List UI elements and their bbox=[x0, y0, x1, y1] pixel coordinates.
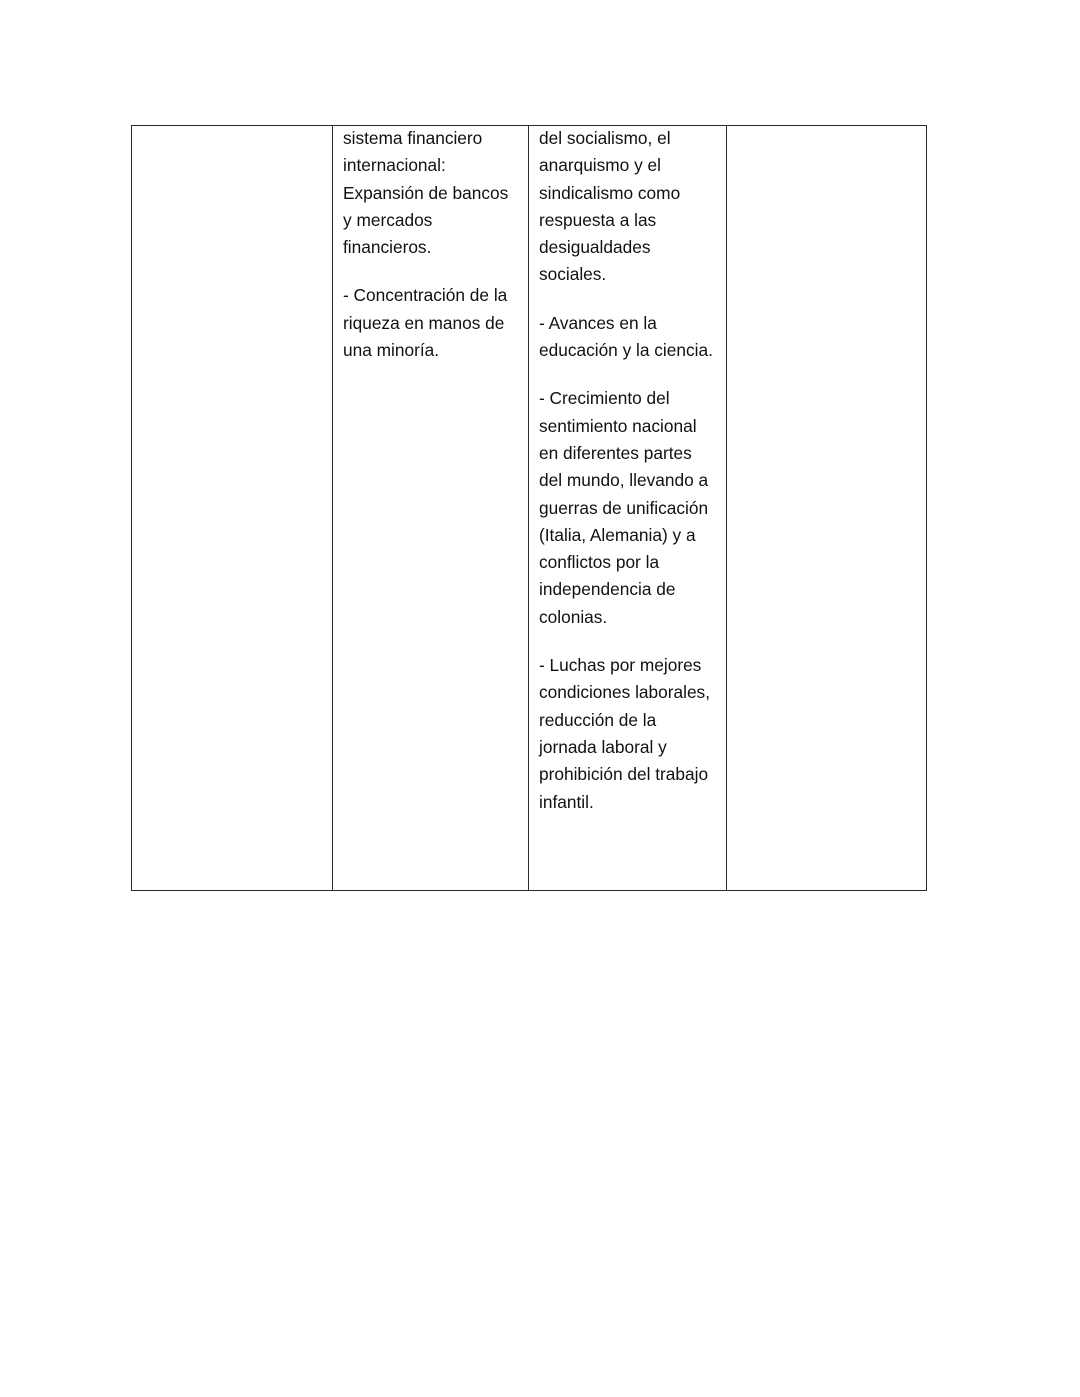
table-cell-column-3 bbox=[529, 126, 727, 891]
table-cell-column-4 bbox=[727, 126, 927, 891]
paragraph-nationalism: - Crecimiento del sentimiento nacional en diferentes partes del mundo, llevando a guerras de unificación (Italia, Alemania) y a conflictos por la independencia de colonias. bbox=[539, 388, 709, 627]
paragraph-socialism: del socialismo, el anarquismo y el sindicalismo como respuesta a las desigualdades sociales. bbox=[539, 128, 681, 285]
paragraph-wealth-concentration: - Concentración de la riqueza en manos de una minoría. bbox=[343, 285, 508, 361]
table-cell-column-1 bbox=[132, 126, 333, 891]
paragraph-financial-system: sistema financiero internacional: Expansión de bancos y mercados financieros. bbox=[343, 128, 509, 258]
content-table bbox=[131, 125, 927, 891]
paragraph-labor-struggles: - Luchas por mejores condiciones laborales, reducción de la jornada laboral y prohibición del trabajo infantil. bbox=[539, 655, 710, 812]
paragraph-education-science: - Avances en la educación y la ciencia. bbox=[539, 312, 713, 361]
table-cell-column-2 bbox=[333, 126, 529, 891]
table-row bbox=[132, 126, 927, 891]
